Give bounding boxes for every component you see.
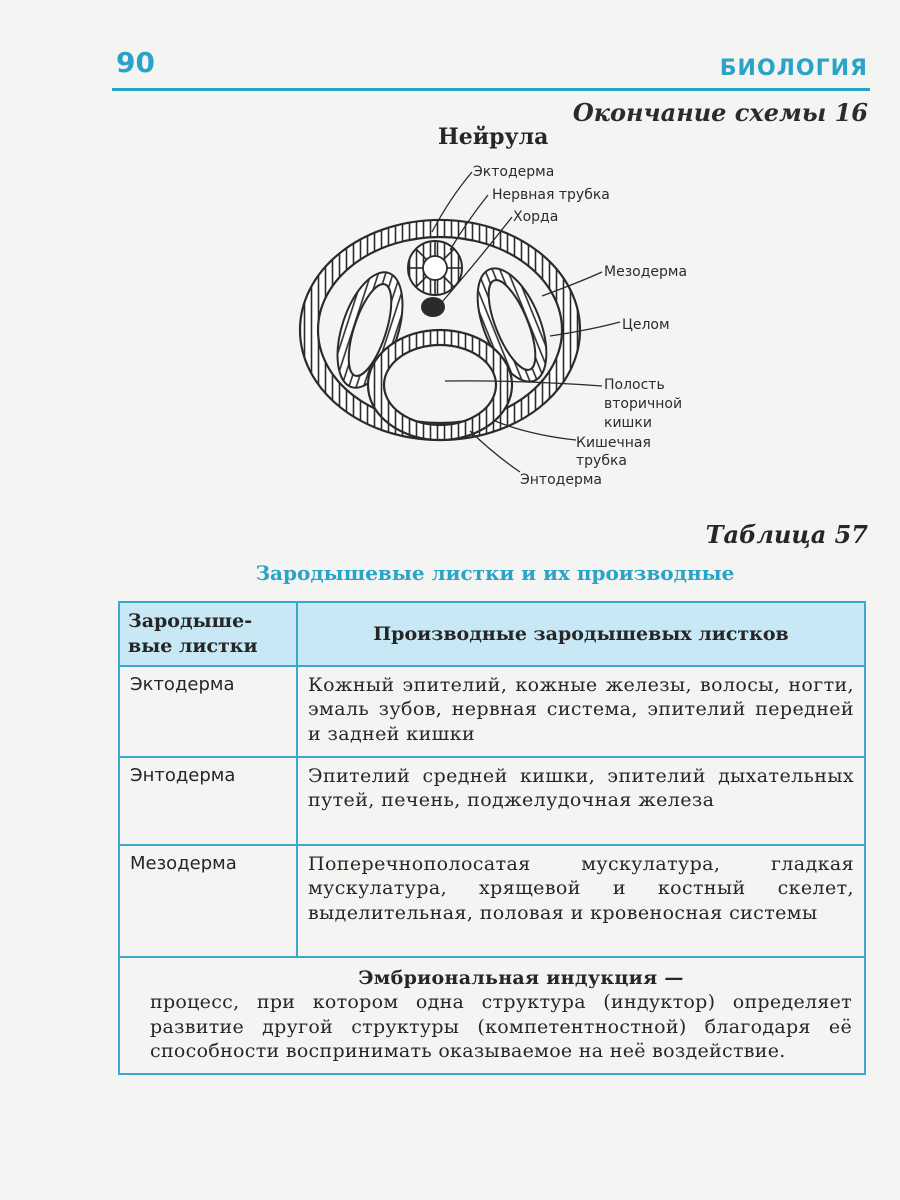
label-ectoderm: Эктодерма [473,164,555,180]
notochord [421,297,445,317]
layer-derivatives: Кожный эпителий, кожные железы, волосы, ногти, эмаль зубов, нервная система, эпителий передней и задней кишки [297,666,865,757]
label-gut-tube: трубка [576,453,627,469]
label-endoderm: Энтодерма [520,472,602,488]
table-row [119,845,865,957]
header-germ-layers: Зародыше- вые листки [119,602,297,666]
neural-tube [408,241,462,295]
label-cavity: вторичной [604,396,683,412]
induction-definition-box [119,957,865,1074]
subject-title: БИОЛОГИЯ [719,56,868,81]
label-neural-tube: Нервная трубка [492,187,610,203]
neurula-diagram [280,150,730,500]
layer-name: Мезодерма [119,845,297,957]
induction-term: Эмбриональная индукция — [358,966,684,989]
figure-title: Нейрула [438,124,549,150]
scheme-caption: Окончание схемы 16 [572,98,868,127]
table-row [119,666,865,757]
header-rule [112,88,870,91]
label-cavity: кишки [604,415,652,431]
induction-row [119,957,865,1074]
layer-derivatives: Эпителий средней кишки, эпителий дыхательных путей, печень, поджелудочная железа [297,757,865,845]
label-coelom: Целом [622,317,670,333]
induction-definition: процесс, при котором одна структура (индуктор) определяет развитие другой структуры (компетентностной) благодаря её способности воспринимать оказываемое на неё воздействие. [150,991,852,1062]
label-mesoderm: Мезодерма [604,264,688,280]
leader-cavity [445,381,602,386]
table-header-row [119,602,865,666]
table-title: Зародышевые листки и их производные [255,561,735,585]
table-caption: Таблица 57 [705,520,868,549]
label-gut-tube: Кишечная [576,435,651,451]
layer-derivatives: Поперечнополосатая мускулатура, гладкая мускулатура, хрящевой и костный скелет, выделительная, половая и кровеносная системы [297,845,865,957]
layer-name: Энтодерма [119,757,297,845]
page-number: 90 [116,46,155,79]
germ-layers-table [118,601,866,1075]
layer-name: Эктодерма [119,666,297,757]
label-notochord: Хорда [513,209,559,225]
header-derivatives: Производные зародышевых листков [297,602,865,666]
table-row [119,757,865,845]
leader-coelom [550,322,620,336]
label-cavity: Полость [604,377,665,393]
